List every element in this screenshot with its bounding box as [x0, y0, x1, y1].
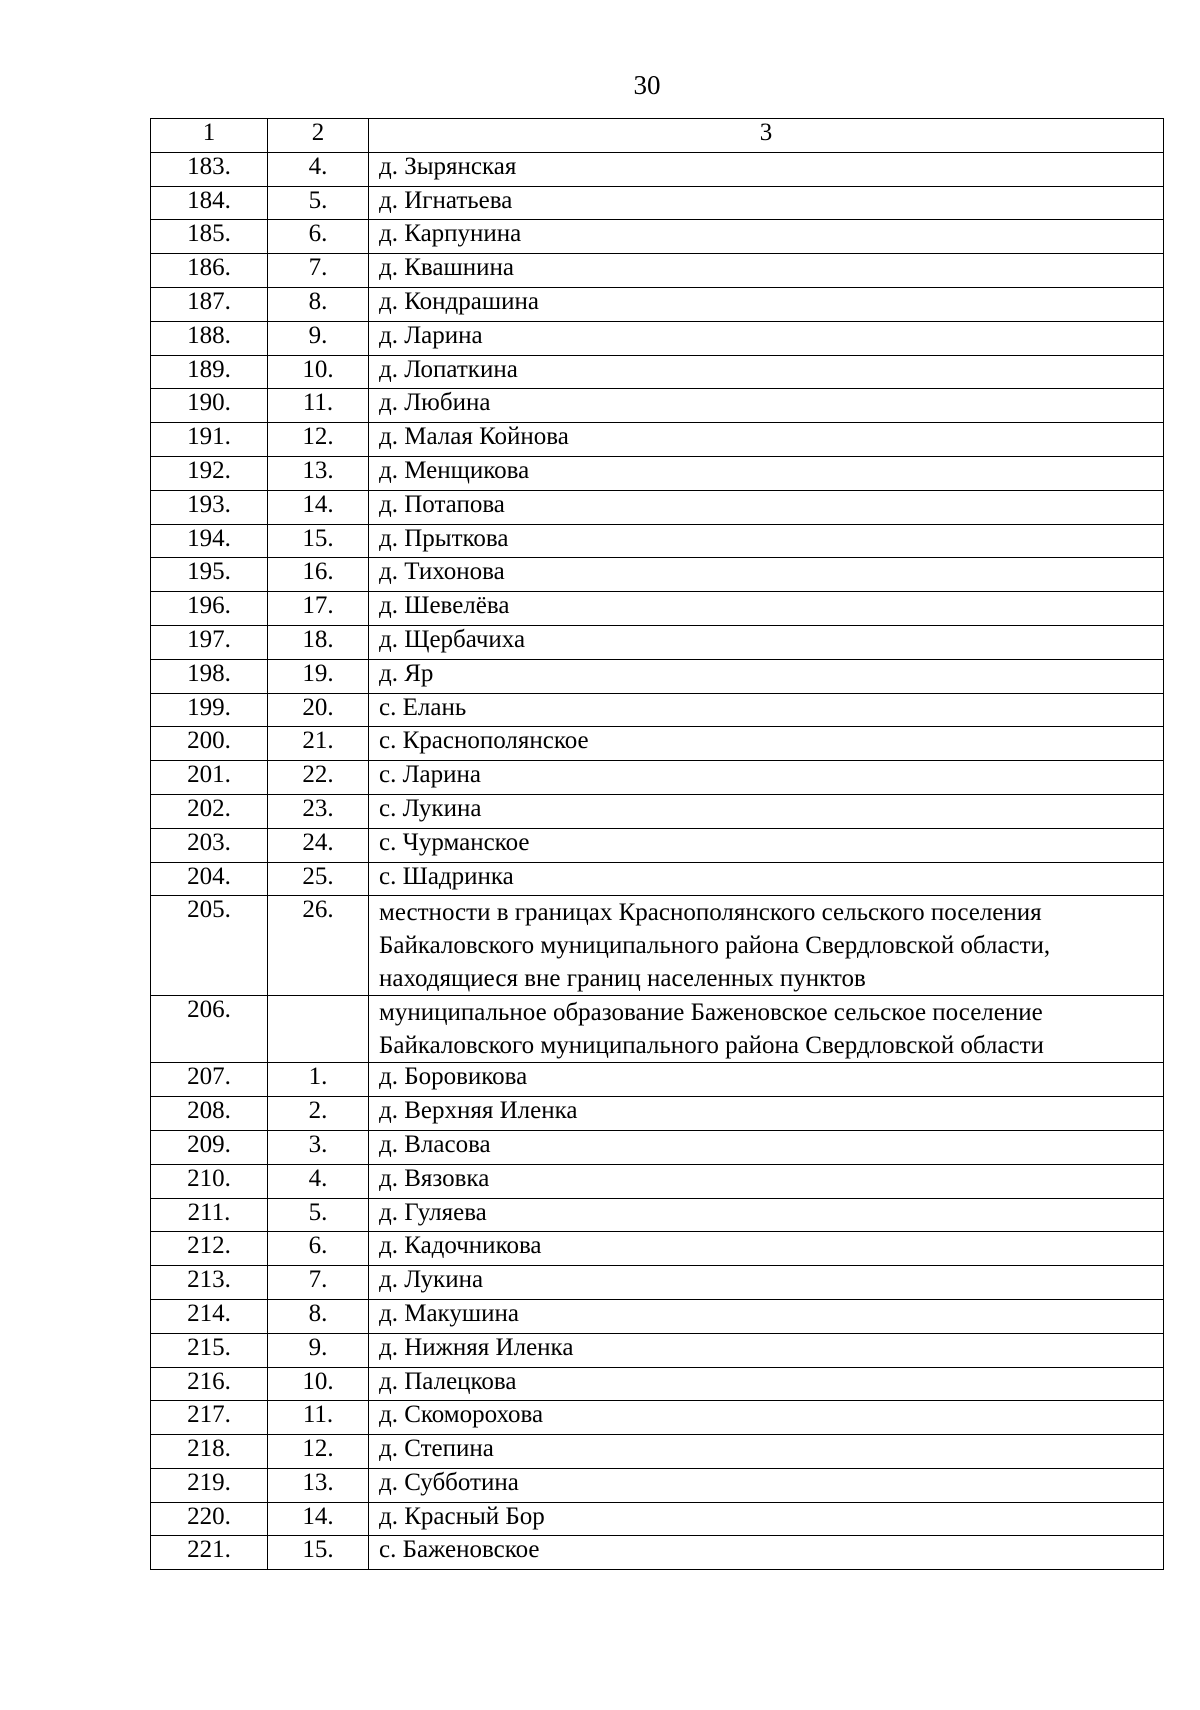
- row-name-cell: д. Гуляева: [369, 1198, 1164, 1232]
- table-row: [151, 287, 1164, 321]
- row-number-cell: 194.: [151, 524, 268, 558]
- table-row: [151, 996, 1164, 1063]
- row-number-cell: 204.: [151, 862, 268, 896]
- table-row: [151, 220, 1164, 254]
- row-number-cell: 219.: [151, 1468, 268, 1502]
- row-subnumber-cell: 4.: [268, 1164, 369, 1198]
- table-row: [151, 1299, 1164, 1333]
- row-name-cell: д. Боровикова: [369, 1063, 1164, 1097]
- table-row: [151, 659, 1164, 693]
- row-subnumber-cell: 17.: [268, 592, 369, 626]
- table-row: [151, 828, 1164, 862]
- row-subnumber-cell: 26.: [268, 896, 369, 996]
- row-number-cell: 209.: [151, 1130, 268, 1164]
- row-name-cell: д. Шевелёва: [369, 592, 1164, 626]
- column-header-2: 2: [268, 119, 369, 153]
- row-subnumber-cell: 14.: [268, 1502, 369, 1536]
- table-row: [151, 254, 1164, 288]
- row-name-cell: д. Ларина: [369, 321, 1164, 355]
- row-number-cell: 206.: [151, 996, 268, 1063]
- row-number-cell: 183.: [151, 152, 268, 186]
- row-number-cell: 220.: [151, 1502, 268, 1536]
- row-subnumber-cell: 1.: [268, 1063, 369, 1097]
- row-subnumber-cell: 6.: [268, 1232, 369, 1266]
- row-number-cell: 211.: [151, 1198, 268, 1232]
- row-subnumber-cell: 14.: [268, 490, 369, 524]
- row-number-cell: 196.: [151, 592, 268, 626]
- table-row: [151, 625, 1164, 659]
- row-number-cell: 217.: [151, 1401, 268, 1435]
- row-name-cell: д. Квашнина: [369, 254, 1164, 288]
- row-name-cell: д. Верхняя Иленка: [369, 1097, 1164, 1131]
- row-name-cell: д. Потапова: [369, 490, 1164, 524]
- row-number-cell: 192.: [151, 456, 268, 490]
- row-name-cell: д. Макушина: [369, 1299, 1164, 1333]
- row-subnumber-cell: 11.: [268, 389, 369, 423]
- row-subnumber-cell: 23.: [268, 794, 369, 828]
- row-name-cell: д. Нижняя Иленка: [369, 1333, 1164, 1367]
- row-number-cell: 197.: [151, 625, 268, 659]
- row-number-cell: 207.: [151, 1063, 268, 1097]
- row-number-cell: 218.: [151, 1435, 268, 1469]
- row-name-cell: д. Степина: [369, 1435, 1164, 1469]
- row-number-cell: 212.: [151, 1232, 268, 1266]
- table-row: [151, 456, 1164, 490]
- row-subnumber-cell: 10.: [268, 355, 369, 389]
- row-name-cell: с. Баженовское: [369, 1536, 1164, 1570]
- row-subnumber-cell: 11.: [268, 1401, 369, 1435]
- row-name-cell: с. Елань: [369, 693, 1164, 727]
- table-row: [151, 1367, 1164, 1401]
- row-number-cell: 205.: [151, 896, 268, 996]
- row-number-cell: 184.: [151, 186, 268, 220]
- row-subnumber-cell: 5.: [268, 186, 369, 220]
- row-name-cell: д. Лукина: [369, 1266, 1164, 1300]
- row-name-cell: д. Зырянская: [369, 152, 1164, 186]
- row-name-cell: с. Ларина: [369, 761, 1164, 795]
- table-row: [151, 1266, 1164, 1300]
- row-subnumber-cell: 18.: [268, 625, 369, 659]
- row-subnumber-cell: 7.: [268, 254, 369, 288]
- row-name-cell: д. Любина: [369, 389, 1164, 423]
- row-subnumber-cell: 21.: [268, 727, 369, 761]
- row-number-cell: 189.: [151, 355, 268, 389]
- row-number-cell: 210.: [151, 1164, 268, 1198]
- row-subnumber-cell: 7.: [268, 1266, 369, 1300]
- table-row: [151, 1063, 1164, 1097]
- row-number-cell: 193.: [151, 490, 268, 524]
- row-subnumber-cell: 3.: [268, 1130, 369, 1164]
- table-row: [151, 794, 1164, 828]
- page-number: 30: [633, 70, 661, 100]
- table-row: [151, 1468, 1164, 1502]
- row-subnumber-cell: 9.: [268, 321, 369, 355]
- row-name-cell: д. Вязовка: [369, 1164, 1164, 1198]
- row-name-cell: с. Лукина: [369, 794, 1164, 828]
- table-row: [151, 186, 1164, 220]
- table-row: [151, 1232, 1164, 1266]
- column-header-3: 3: [369, 119, 1164, 153]
- table-row: [151, 1130, 1164, 1164]
- row-subnumber-cell: 13.: [268, 1468, 369, 1502]
- row-name-cell: д. Скоморохова: [369, 1401, 1164, 1435]
- column-header-1: 1: [151, 119, 268, 153]
- row-name-cell: д. Лопаткина: [369, 355, 1164, 389]
- row-name-cell: д. Красный Бор: [369, 1502, 1164, 1536]
- table-row: [151, 1536, 1164, 1570]
- row-name-cell: д. Кадочникова: [369, 1232, 1164, 1266]
- row-subnumber-cell: 24.: [268, 828, 369, 862]
- row-number-cell: 202.: [151, 794, 268, 828]
- table-row: [151, 152, 1164, 186]
- row-number-cell: 195.: [151, 558, 268, 592]
- row-number-cell: 215.: [151, 1333, 268, 1367]
- row-subnumber-cell: 8.: [268, 1299, 369, 1333]
- row-number-cell: 216.: [151, 1367, 268, 1401]
- row-number-cell: 208.: [151, 1097, 268, 1131]
- table-row: [151, 1198, 1164, 1232]
- row-number-cell: 190.: [151, 389, 268, 423]
- table-row: [151, 558, 1164, 592]
- row-number-cell: 188.: [151, 321, 268, 355]
- row-name-cell: с. Краснополянское: [369, 727, 1164, 761]
- table-row: [151, 355, 1164, 389]
- row-name-cell: д. Прыткова: [369, 524, 1164, 558]
- row-number-cell: 191.: [151, 423, 268, 457]
- table-body: [151, 119, 1164, 1570]
- table-row: [151, 1435, 1164, 1469]
- row-subnumber-cell: 13.: [268, 456, 369, 490]
- row-name-cell: д. Карпунина: [369, 220, 1164, 254]
- row-number-cell: 187.: [151, 287, 268, 321]
- table-row: [151, 761, 1164, 795]
- row-name-cell: д. Щербачиха: [369, 625, 1164, 659]
- row-number-cell: 221.: [151, 1536, 268, 1570]
- row-subnumber-cell: 10.: [268, 1367, 369, 1401]
- table-row: [151, 1502, 1164, 1536]
- row-subnumber-cell: 19.: [268, 659, 369, 693]
- row-number-cell: 186.: [151, 254, 268, 288]
- row-name-cell: д. Яр: [369, 659, 1164, 693]
- row-subnumber-cell: 2.: [268, 1097, 369, 1131]
- row-subnumber-cell: 4.: [268, 152, 369, 186]
- table-row: [151, 321, 1164, 355]
- row-name-cell: с. Чурманское: [369, 828, 1164, 862]
- table-header-row: [151, 119, 1164, 153]
- row-name-cell: д. Менщикова: [369, 456, 1164, 490]
- row-number-cell: 199.: [151, 693, 268, 727]
- row-number-cell: 185.: [151, 220, 268, 254]
- table-row: [151, 1164, 1164, 1198]
- table-row: [151, 1401, 1164, 1435]
- row-subnumber-cell: 8.: [268, 287, 369, 321]
- table-row: [151, 727, 1164, 761]
- row-number-cell: 201.: [151, 761, 268, 795]
- table-row: [151, 423, 1164, 457]
- row-name-cell: местности в границах Краснополянского сельского поселения Байкаловского муниципального района Свердловской области, находящиеся вне границ населенных пунктов: [369, 896, 1164, 996]
- row-subnumber-cell: 16.: [268, 558, 369, 592]
- row-subnumber-cell: 15.: [268, 1536, 369, 1570]
- row-subnumber-cell: 15.: [268, 524, 369, 558]
- row-name-cell: с. Шадринка: [369, 862, 1164, 896]
- row-name-cell: д. Малая Койнова: [369, 423, 1164, 457]
- row-number-cell: 214.: [151, 1299, 268, 1333]
- row-name-cell: д. Игнатьева: [369, 186, 1164, 220]
- table-row: [151, 490, 1164, 524]
- table-row: [151, 389, 1164, 423]
- table-row: [151, 524, 1164, 558]
- table-row: [151, 862, 1164, 896]
- row-subnumber-cell: 6.: [268, 220, 369, 254]
- table-row: [151, 1333, 1164, 1367]
- settlements-table: [150, 118, 1164, 1570]
- row-name-cell: д. Кондрашина: [369, 287, 1164, 321]
- row-subnumber-cell: 12.: [268, 1435, 369, 1469]
- row-name-cell: д. Власова: [369, 1130, 1164, 1164]
- row-name-cell: муниципальное образование Баженовское сельское поселение Байкаловского муниципального района Свердловской области: [369, 996, 1164, 1063]
- row-number-cell: 213.: [151, 1266, 268, 1300]
- row-name-cell: д. Субботина: [369, 1468, 1164, 1502]
- table-row: [151, 592, 1164, 626]
- row-subnumber-cell: 12.: [268, 423, 369, 457]
- row-number-cell: 203.: [151, 828, 268, 862]
- row-subnumber-cell: 5.: [268, 1198, 369, 1232]
- row-subnumber-cell: 22.: [268, 761, 369, 795]
- table-row: [151, 1097, 1164, 1131]
- row-name-cell: д. Палецкова: [369, 1367, 1164, 1401]
- row-number-cell: 200.: [151, 727, 268, 761]
- row-name-cell: д. Тихонова: [369, 558, 1164, 592]
- row-subnumber-cell: 25.: [268, 862, 369, 896]
- row-number-cell: 198.: [151, 659, 268, 693]
- table-row: [151, 896, 1164, 996]
- row-subnumber-cell: 20.: [268, 693, 369, 727]
- table-row: [151, 693, 1164, 727]
- row-subnumber-cell: [268, 996, 369, 1063]
- row-subnumber-cell: 9.: [268, 1333, 369, 1367]
